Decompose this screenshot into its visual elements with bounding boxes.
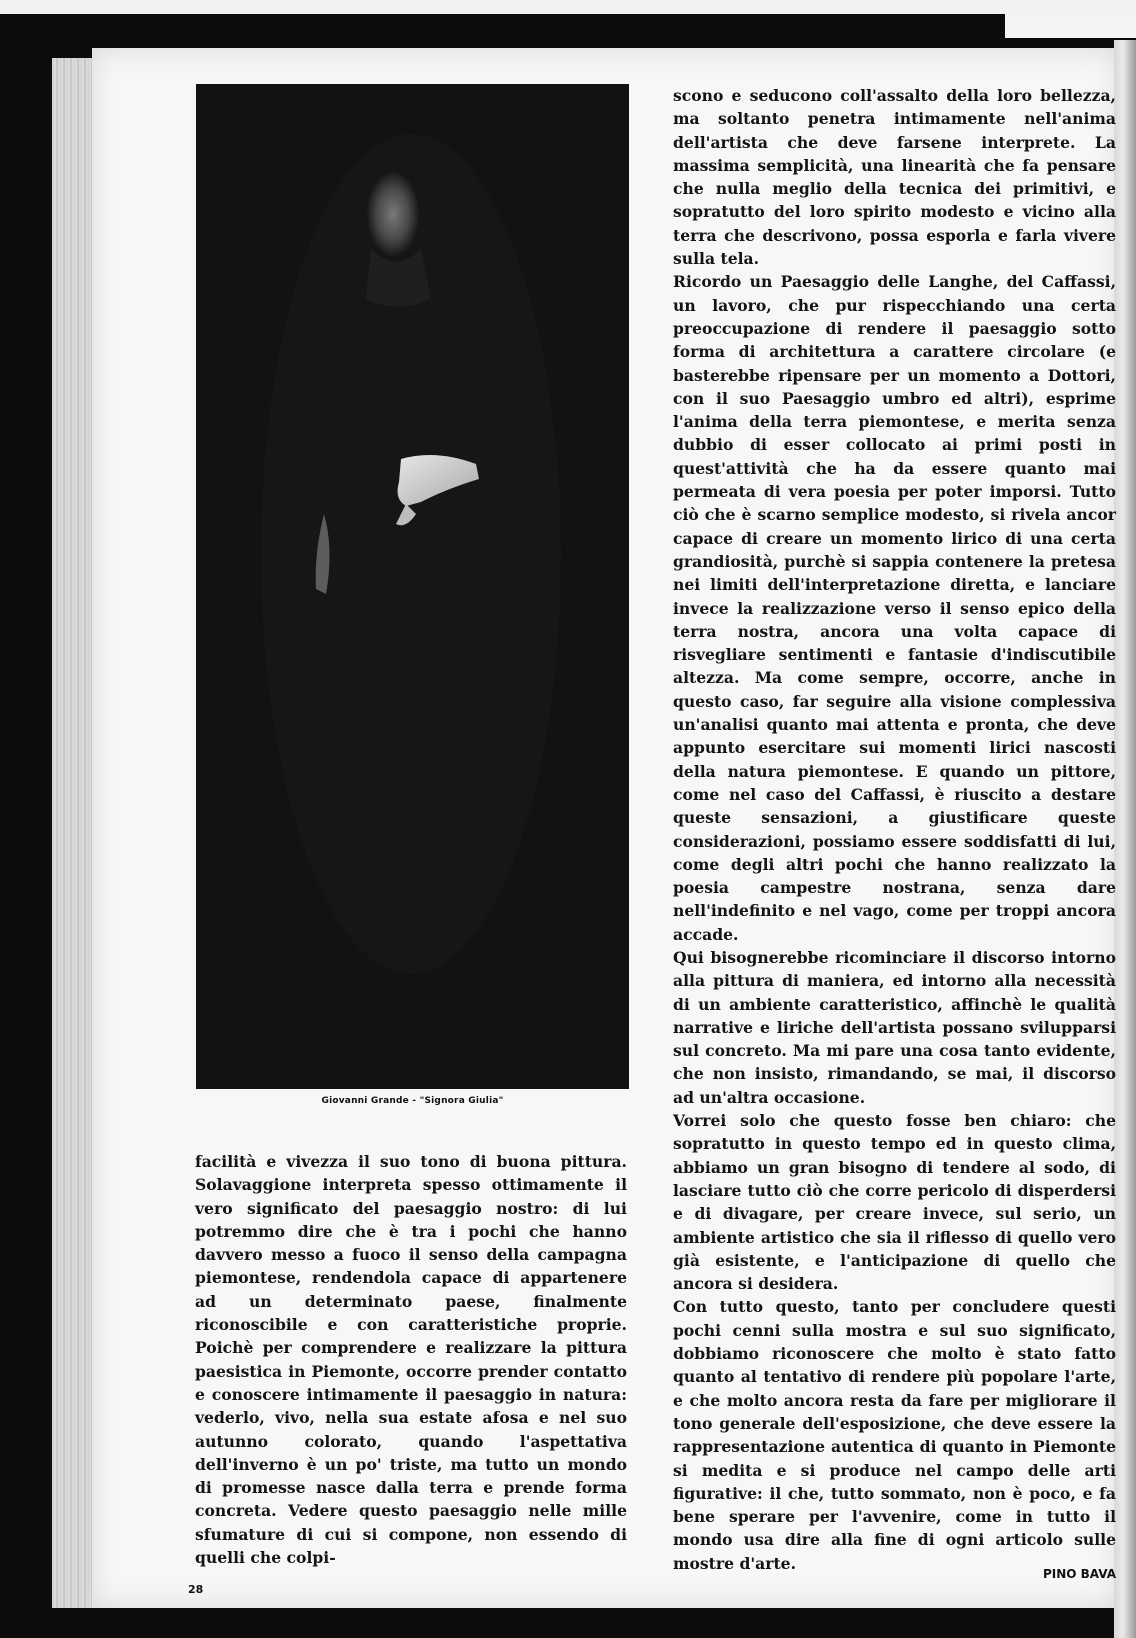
- scan-top-right-edge: [1005, 14, 1136, 38]
- page-right-edge: [1114, 40, 1136, 1638]
- paragraph: facilità e vivezza il suo tono di buona pittura. Solavaggione interpreta spesso ottimamente il vero significato del paesaggio nostro: di lui potremmo dire che è tra i pochi che hanno davvero messo a fuoco il senso della campagna piemontese, rendendola capace di appartenere ad un determinato paese, finalmente riconoscibile e con caratteristiche proprie. Poichè per comprendere e realizzare la pittura paesistica in Piemonte, occorre prender contatto e conoscere intimamente il paesaggio in natura: vederlo, vivo, nella sua estate afosa e nel suo autunno colorato, quando l'aspettativa dell'inverno è un po' triste, ma tutto un mondo di promesse nasce dalla terra e prende forma concreta. Vedere questo paesaggio nelle mille sfumature di cui si compone, non essendo di quelli che colpi-: [195, 1152, 627, 1568]
- paragraph: Vorrei solo che questo fosse ben chiaro: che sopratutto in questo tempo ed in questo clima, abbiamo un gran bisogno di tendere al sodo, di lasciare tutto ciò che corre pericolo di disperdersi e di divagare, per creare invece, sul serio, un ambiente artistico che sia il riflesso di quello vero già esistente, e l'anticipazione di quello che ancora si desidera.: [673, 1111, 1116, 1294]
- page-number: 28: [188, 1583, 204, 1596]
- photo-caption: Giovanni Grande - "Signora Giulia": [321, 1096, 504, 1106]
- paragraph: Con tutto questo, tanto per concludere questi pochi cenni sulla mostra e sul suo significato, dobbiamo riconoscere che molto è stato fatto quanto al tentativo di rendere più popolare l'arte, e che molto ancora resta da fare per migliorare il tono generale dell'esposizione, che deve essere la rappresentazione autentica di quanto in Piemonte si medita e si produce nel campo delle arti figurative: il che, tutto sommato, non è poco, e fa bene sperare per l'avvenire, come in tutto il mondo usa dire alla fine di ogni articolo sulle mostre d'arte.: [673, 1297, 1116, 1573]
- painting-photo: [196, 84, 629, 1089]
- scan-top-edge: [0, 0, 1136, 14]
- paragraph: scono e seducono coll'assalto della loro bellezza, ma soltanto penetra intimamente nell'anima dell'artista che deve farsene interprete. La massima semplicità, una linearità che fa pensare che nulla meglio della tecnica dei primitivi, e sopratutto del loro spirito modesto e vicino alla terra che descrivono, possa esporla e farla vivere sulla tela.: [673, 86, 1116, 269]
- article-right-column: [673, 84, 1116, 1575]
- paragraph: Qui bisognerebbe ricominciare il discorso intorno alla pittura di maniera, ed intorno alla necessità di un ambiente caratteristico, affinchè le qualità narrative e liriche dell'artista possano svilupparsi sul concreto. Ma mi pare una cosa tanto evidente, che non insisto, rimandando, se mai, il discorso ad un'altra occasione.: [673, 947, 1116, 1107]
- article-left-column: [195, 1150, 627, 1569]
- portrait-image: [196, 84, 629, 1089]
- paragraph: Ricordo un Paesaggio delle Langhe, del Caffassi, un lavoro, che pur rispecchiando una certa preoccupazione di rendere il paesaggio sotto forma di architettura a carattere circolare (e basterebbe ripensare per un momento a Dottori, con il suo Paesaggio umbro ed altri), esprime l'anima della terra piemontese, e merita senza dubbio di esser collocato ai primi posti in quest'attività che ha da essere quanto mai permeata di vera poesia per poter imporsi. Tutto ciò che è scarno semplice modesto, si rivela ancor capace di creare un momento lirico di una certa grandiosità, purchè si sappia contenere la pretesa nei limiti dell'interpretazione diretta, e lanciare invece la realizzazione verso il senso epico della terra nostra, ancora una volta capace di risvegliare sentimenti e fantasie d'indiscutibile altezza. Ma come sempre, occorre, anche in questo caso, far seguire alla visione complessiva un'analisi quanto mai attenta e pronta, che deve appunto esercitare sui momenti lirici nascosti della natura piemontese. E quando un pittore, come nel caso del Caffassi, è riuscito a destare queste sensazioni, a giustificare queste considerazioni, possiamo essere soddisfatti di lui, come degli altri pochi che hanno realizzato la poesia campestre nostrana, senza dare nell'indefinito e nel vago, come per troppi ancora accade.: [673, 272, 1116, 944]
- author-signature: PINO BAVA: [1042, 1567, 1116, 1581]
